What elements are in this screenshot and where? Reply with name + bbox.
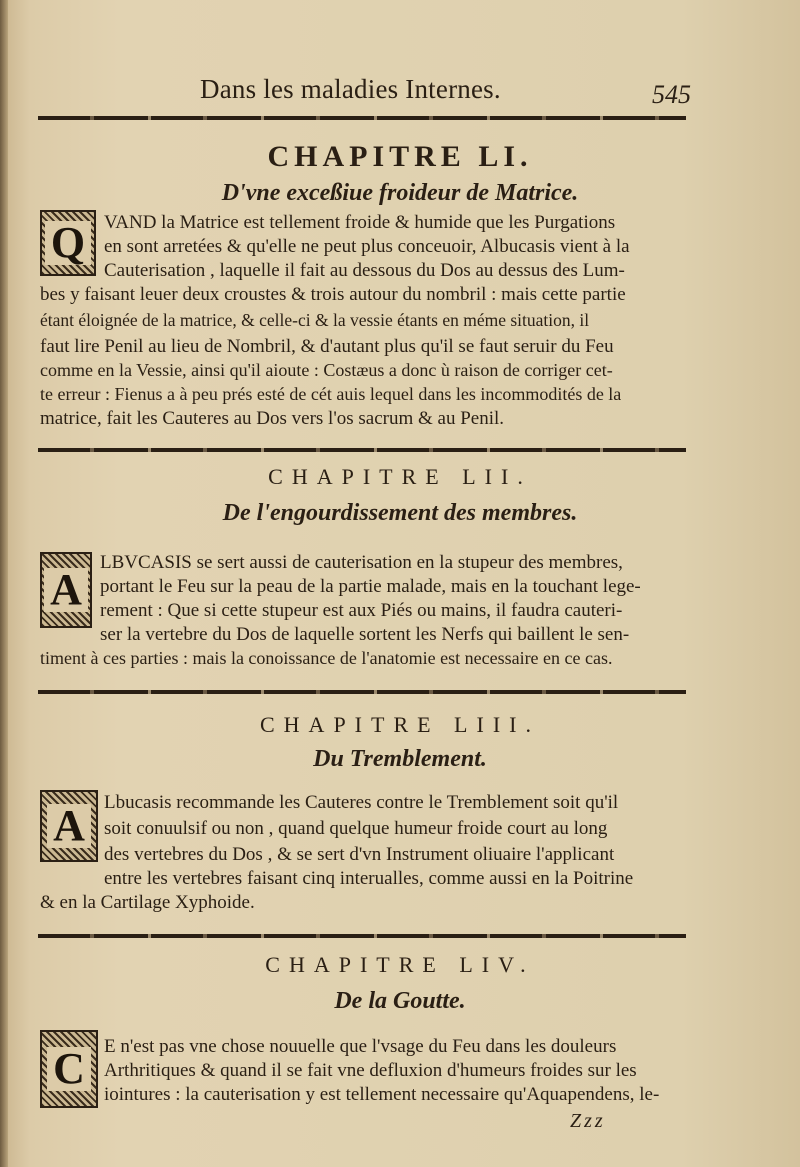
chapter-title: CHAPITRE LII. [268, 464, 532, 489]
divider-rule [38, 690, 686, 694]
divider-rule [38, 934, 686, 938]
text-line: rement : Que si cette stupeur est aux Piés ou mains, il faudra cauteri- [100, 600, 623, 621]
divider-rule [38, 116, 686, 120]
divider-rule [38, 448, 686, 452]
text-line: Lbucasis recommande les Cauteres contre le Tremblement soit qu'il [104, 792, 619, 813]
text-line: bes y faisant leuer deux croustes & trois autour du nombril : mais cette partie [40, 284, 626, 305]
decorated-initial: Q [40, 210, 96, 276]
chapter-title: CHAPITRE LIV. [265, 952, 535, 977]
text-line: entre les vertebres faisant cinq interualles, comme aussi en la Poitrine [104, 868, 634, 889]
chapter-title: CHAPITRE LIII. [260, 712, 540, 737]
decorated-initial: A [40, 552, 92, 628]
text-line: Arthritiques & quand il se fait vne defluxion d'humeurs froides sur les [104, 1060, 637, 1081]
chapter-subtitle: De l'engourdissement des membres. [222, 500, 578, 526]
page-number: 545 [652, 80, 691, 109]
text-line: Cauterisation , laquelle il fait au dessous du Dos au dessus des Lum- [104, 260, 625, 281]
text-line: des vertebres du Dos , & se sert d'vn Instrument oliuaire l'applicant [104, 844, 615, 865]
text-line: & en la Cartilage Xyphoide. [40, 892, 255, 913]
text-line: en sont arretées & qu'elle ne peut plus conceuoir, Albucasis vient à la [104, 236, 630, 257]
text-line: soit conuulsif ou non , quand quelque humeur froide court au long [104, 818, 608, 839]
decorated-initial: C [40, 1030, 98, 1108]
text-line: E n'est pas vne chose nouuelle que l'vsage du Feu dans les douleurs [104, 1036, 617, 1057]
text-line: iointures : la cauterisation y est tellement necessaire qu'Aquapendens, le- [104, 1084, 660, 1105]
chapter-subtitle: Du Tremblement. [313, 746, 487, 772]
signature-mark: Zzz [570, 1110, 606, 1132]
text-line: timent à ces parties : mais la conoissance de l'anatomie est necessaire en ce cas. [40, 648, 613, 668]
text-line: VAND la Matrice est tellement froide & humide que les Purgations [104, 212, 616, 233]
text-line: matrice, fait les Cauteres au Dos vers l'os sacrum & au Penil. [40, 408, 505, 429]
running-head: Dans les maladies Internes. [200, 74, 501, 104]
text-line: te erreur : Fienus a à peu prés esté de cét auis lequel dans les incommodités de la [40, 384, 622, 404]
chapter-subtitle: De la Goutte. [334, 988, 466, 1014]
text-line: portant le Feu sur la peau de la partie malade, mais en la touchant lege- [100, 576, 641, 597]
decorated-initial: A [40, 790, 98, 862]
text-line: LBVCASIS se sert aussi de cauterisation en la stupeur des membres, [100, 552, 623, 573]
text-line: faut lire Penil au lieu de Nombril, & d'autant plus qu'il se faut seruir du Feu [40, 336, 614, 357]
text-line: ser la vertebre du Dos de laquelle sortent les Nerfs qui baillent le sen- [100, 624, 630, 645]
chapter-subtitle: D'vne exceßiue froideur de Matrice. [221, 180, 579, 206]
text-line: étant éloignée de la matrice, & celle-ci & la vessie étants en méme situation, il [40, 310, 590, 330]
text-line: comme en la Vessie, ainsi qu'il aioute : Costæus a donc ù raison de corriger cet- [40, 360, 613, 380]
chapter-title: CHAPITRE LI. [267, 140, 533, 173]
